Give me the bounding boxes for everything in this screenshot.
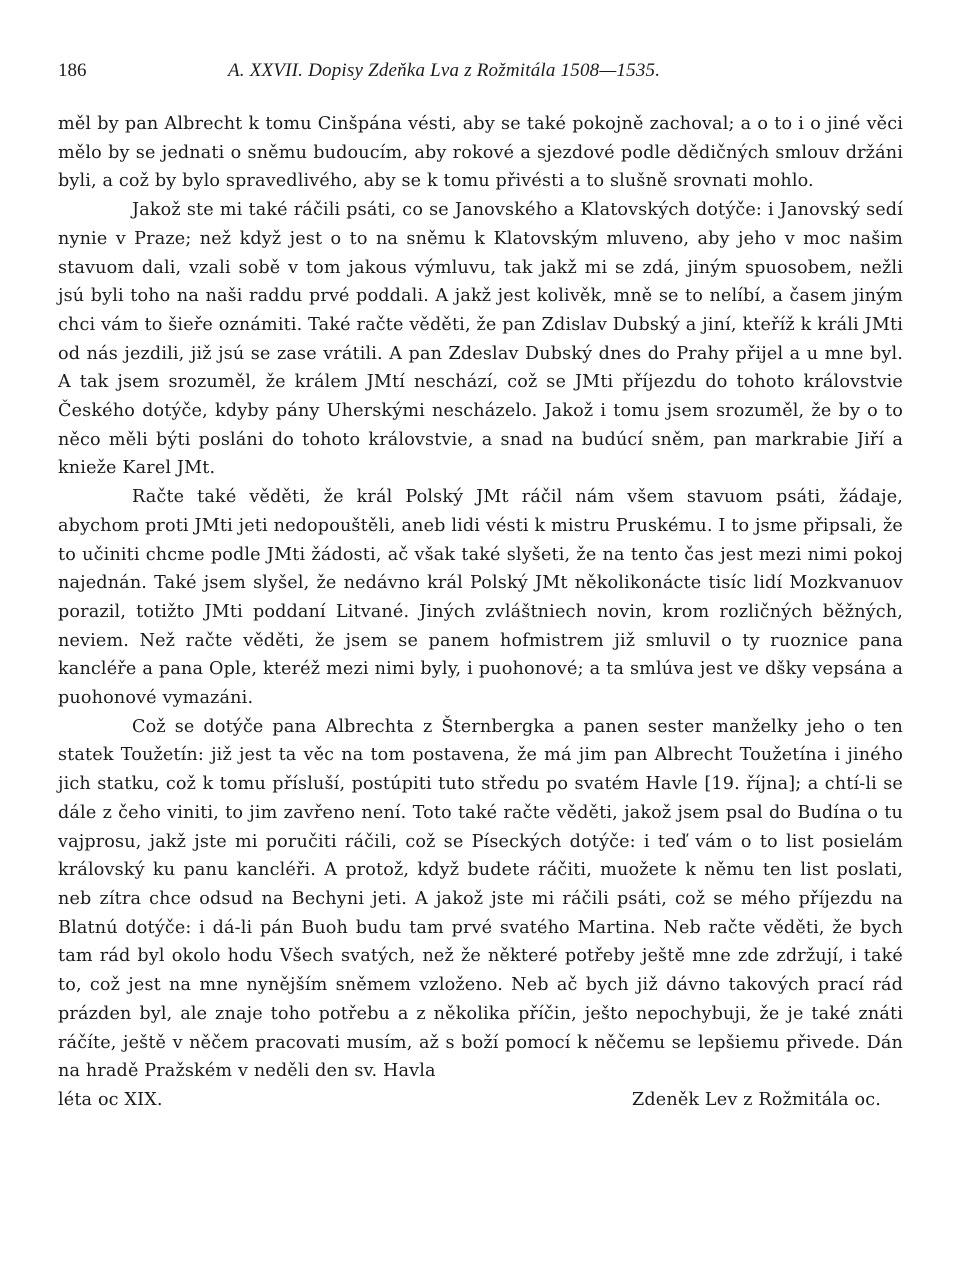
letter-body — [58, 110, 903, 1115]
closing-line — [58, 1086, 903, 1115]
paragraph-2: Jakož ste mi také ráčili psáti, co se Janovského a Klatovských dotýče: i Janovský sedí nynie v Praze; než když jest o to na sněmu k Klatovským mluveno, aby jeho v moc našim stavuom dali, vzali sobě v tom jakous výmluvu, tak jakž mi se zdá, jiným spuosobem, nežli jsú byli toho na naši raddu prvé poddali. A jakž jest kolivěk, mně se to nelíbí, a časem jiným chci vám to šieře oznámiti. Také račte věděti, že pan Zdislav Dubský a jiní, kteříž k králi JMti od nás jezdili, již jsú se zase vrátili. A pan Zdeslav Dubský dnes do Prahy přijel a u mne byl. A tak jsem srozuměl, že králem JMtí neschází, což se JMti příjezdu do tohoto královstvie Českého dotýče, kdyby pány Uherskými nescházelo. Jakož i tomu jsem srozuměl, že by o to něco měli býti posláni do tohoto královstvie, a snad na budúcí sněm, pan markrabie Jiří a knieže Karel JMt. — [58, 200, 903, 479]
running-header — [58, 52, 903, 92]
document-page — [58, 52, 903, 1115]
signature: Zdeněk Lev z Rožmitála oc. — [631, 1089, 881, 1110]
running-title: A. XXVII. Dopisy Zdeňka Lva z Rožmitála 1508—1535. — [228, 60, 661, 81]
closing-date: léta oc XIX. — [58, 1089, 163, 1110]
paragraph-4: Což se dotýče pana Albrechta z Šternbergka a panen sester manželky jeho o ten statek Toužetín: již jest ta věc na tom postavena, že má jim pan Albrecht Toužetína i jiného jich statku, což k tomu přísluší, postúpiti tuto středu po svatém Havle [19. října]; a chtí-li se dále z čeho viniti, to jim zavřeno není. Toto také račte věděti, jakož jsem psal do Budína o tu vajprosu, jakž jste mi poručiti ráčili, což se Píseckých dotýče: i teď vám o to list posielám královský ku panu kancléři. A protož, když budete ráčiti, muožete k němu ten list poslati, neb zítra chce odsud na Bechyni jeti. A jakož jste mi ráčili psáti, což se mého příjezdu na Blatnú dotýče: i dá-li pán Buoh budu tam prvé svatého Martina. Neb račte věděti, že bych tam rád byl okolo hodu Všech svatých, než že některé potřeby ještě mne zde zdržují, i také to, což jest na mne nynějším sněmem vzloženo. Neb ač bych již dávno takových prací rád prázden byl, ale znaje toho potřebu a z několika příčin, ješto nepochybuji, že je také znáti ráčíte, ještě v něčem pracovati musím, až s boží pomocí k něčemu se lepšiemu přivede. Dán na hradě Pražském v neděli den sv. Havla — [58, 716, 903, 1082]
paragraph-1: měl by pan Albrecht k tomu Cinšpána vésti, aby se také pokojně zachoval; a o to i o jiné věci mělo by se jednati o sněmu budoucím, aby rokové a sjezdové podle dědičných smlouv držáni byli, a což by bylo spravedlivého, aby se k tomu přivésti a to slušně srovnati mohlo. — [58, 114, 903, 192]
paragraph-3: Račte také věděti, že král Polský JMt ráčil nám všem stavuom psáti, žádaje, abychom proti JMti jeti nedopouštěli, aneb lidi vésti k mistru Pruskému. I to jsme připsali, že to učiniti chcme podle JMti žádosti, ač však také slyšeti, že na tento čas jest mezi nimi pokoj najednán. Také jsem slyšel, že nedávno král Polský JMt několikonácte tisíc lidí Mozkvanuov porazil, totižto JMti poddaní Litvané. Jiných zvláštniech novin, krom rozličných běžných, neviem. Než račte věděti, že jsem se panem hofmistrem již smluvil o ty ruoznice pana kancléře a pana Ople, kteréž mezi nimi byly, i puohonové; a ta smlúva jest ve dšky vepsána a puohonové vymazáni. — [58, 487, 903, 709]
page-number: 186 — [58, 60, 87, 81]
